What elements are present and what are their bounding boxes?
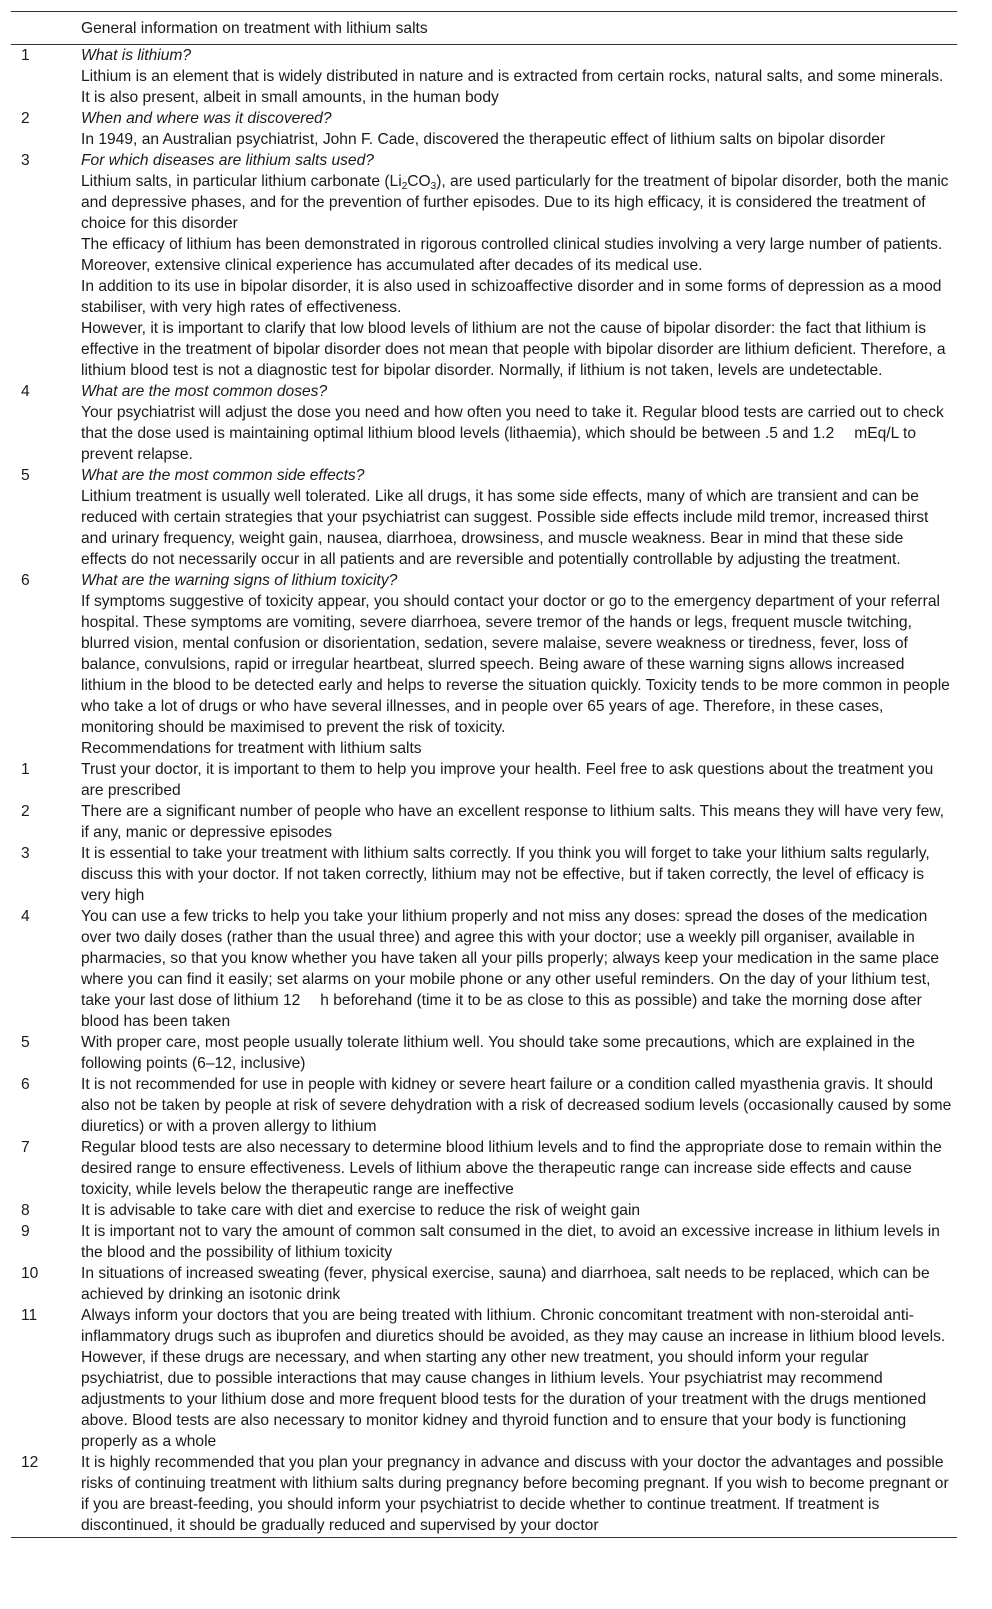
- answer-text-formula: [81, 171, 957, 234]
- row-number: 2: [21, 110, 30, 127]
- row-number: 3: [21, 152, 30, 169]
- question-text: What are the most common doses?: [81, 383, 328, 400]
- answer-text: However, it is important to clarify that low blood levels of lithium are not the cause of bipolar disorder: the fact that lithium is effective in the treatment of bipolar disorder does not mean that people with bipolar disorder are lithium deficient. Therefore, a lithium blood test is not a diagnostic test for bipolar disorder. Normally, if lithium is not taken, levels are undetectable.: [81, 320, 946, 379]
- table-row: [11, 402, 957, 465]
- recommendation-text: It is highly recommended that you plan your pregnancy in advance and discuss with your doctor the advantages and possible risks of continuing treatment with lithium salts during pregnancy before becoming pregnant. If you wish to become pregnant or if you are breast-feeding, you should inform your psychiatrist to decide whether to continue treatment. If treatment is discontinued, it should be gradually reduced and supervised by your doctor: [81, 1452, 957, 1538]
- answer-text: Lithium is an element that is widely distributed in nature and is extracted from certain rocks, natural salts, and some minerals. It is also present, albeit in small amounts, in the human body: [81, 68, 944, 106]
- recommendation-text: There are a significant number of people who have an excellent response to lithium salts. This means they will have very few, if any, manic or depressive episodes: [81, 803, 945, 841]
- row-number: 4: [21, 908, 30, 925]
- recommendations-title: Recommendations for treatment with lithium salts: [81, 740, 422, 757]
- table-row: [11, 1137, 957, 1200]
- row-number: 1: [21, 47, 30, 64]
- table-row: [11, 1032, 957, 1074]
- recommendation-text: It is important not to vary the amount of common salt consumed in the diet, to avoid an excessive increase in lithium levels in the blood and the possibility of lithium toxicity: [81, 1223, 940, 1261]
- answer-text: In addition to its use in bipolar disorder, it is also used in schizoaffective disorder and in some forms of depression as a mood stabiliser, with very high rates of effectiveness.: [81, 278, 942, 316]
- row-number: 8: [21, 1202, 30, 1219]
- table-row: [11, 1452, 957, 1538]
- table-row: [11, 381, 957, 402]
- table-row: [11, 1305, 957, 1452]
- header-title-cell: General information on treatment with lithium salts: [81, 12, 957, 45]
- row-number: 3: [21, 845, 30, 862]
- recommendation-text: It is not recommended for use in people with kidney or severe heart failure or a condition called myasthenia gravis. It should also not be taken by people at risk of severe dehydration with a risk of decreased sodium levels (occasionally caused by some diuretics) or with a proven allergy to lithium: [81, 1076, 952, 1135]
- lithium-info-table: [11, 11, 957, 1538]
- row-number: 2: [21, 803, 30, 820]
- formula-before: Lithium salts, in particular lithium carbonate (Li: [81, 173, 402, 190]
- recommendation-text: You can use a few tricks to help you take your lithium properly and not miss any doses: spread the doses of the medication over two daily doses (rather than the usual three) and agree this with your doctor; use a weekly pill organiser, available in pharmacies, so that you know whether you have taken all your pills properly; always keep your medication in the same place where you can find it easily; set alarms on your mobile phone or any other useful reminders. On the day of your lithium test, take your last dose of lithium 12 h beforehand (time it to be as close to this as possible) and take the morning dose after blood has been taken: [81, 908, 940, 1030]
- table-row: [11, 318, 957, 381]
- formula-subscript-3: 3: [430, 181, 437, 192]
- answer-text: In 1949, an Australian psychiatrist, John F. Cade, discovered the therapeutic effect of lithium salts on bipolar disorder: [81, 131, 886, 148]
- row-number: 11: [21, 1307, 38, 1324]
- row-number: 10: [21, 1265, 39, 1282]
- question-text: When and where was it discovered?: [81, 110, 332, 127]
- recommendation-text: In situations of increased sweating (fever, physical exercise, sauna) and diarrhoea, salt needs to be replaced, which can be achieved by drinking an isotonic drink: [81, 1265, 930, 1303]
- recommendation-text: Regular blood tests are also necessary to determine blood lithium levels and to find the appropriate dose to remain within the desired range to ensure effectiveness. Levels of lithium above the therapeutic range can increase side effects and cause toxicity, while levels below the therapeutic range are ineffective: [81, 1139, 942, 1198]
- table-row: [11, 66, 957, 108]
- row-number: 7: [21, 1139, 30, 1156]
- section-header-row: [11, 738, 957, 759]
- recommendation-text: Always inform your doctors that you are being treated with lithium. Chronic concomitant treatment with non-steroidal anti-inflammatory drugs such as ibuprofen and diuretics should be avoided, as they may cause an increase in lithium blood levels. However, if these drugs are necessary, and when starting any other new treatment, you should inform your regular psychiatrist, due to possible interactions that may cause changes in lithium levels. Your psychiatrist may recommend adjustments to your lithium dose and more frequent blood tests for the duration of your treatment with the drugs mentioned above. Blood tests are also necessary to monitor kidney and thyroid function and to ensure that your body is functioning properly as a whole: [81, 1307, 946, 1450]
- table-row: [11, 1074, 957, 1137]
- question-text: What are the most common side effects?: [81, 467, 365, 484]
- table-row: [11, 129, 957, 150]
- answer-text: Your psychiatrist will adjust the dose you need and how often you need to take it. Regular blood tests are carried out to check that the dose used is maintaining optimal lithium blood levels (lithaemia), which should be between .5 and 1.2 mEq/L to prevent relapse.: [81, 404, 944, 463]
- table-row: [11, 276, 957, 318]
- table-row: [11, 465, 957, 486]
- row-number: 4: [21, 383, 30, 400]
- table-row: [11, 171, 957, 234]
- table-row: [11, 1221, 957, 1263]
- question-text: What are the warning signs of lithium toxicity?: [81, 572, 398, 589]
- answer-text: Lithium treatment is usually well tolerated. Like all drugs, it has some side effects, many of which are transient and can be reduced with certain strategies that your psychiatrist can suggest. Possible side effects include mild tremor, increased thirst and urinary frequency, weight gain, nausea, diarrhoea, drowsiness, and muscle weakness. Bear in mind that these side effects do not necessarily occur in all patients and are reversible and potentially controllable by adjusting the treatment.: [81, 488, 929, 568]
- answer-text: If symptoms suggestive of toxicity appear, you should contact your doctor or go to the emergency department of your referral hospital. These symptoms are vomiting, severe diarrhoea, severe tremor of the hands or legs, frequent muscle twitching, blurred vision, mental confusion or disorientation, sedation, severe malaise, severe weakness or tiredness, fever, loss of balance, convulsions, rapid or irregular heartbeat, slurred speech. Being aware of these warning signs allows increased lithium in the blood to be detected early and helps to reverse the situation quickly. Toxicity tends to be more common in people who take a lot of drugs or who have several illnesses, and in people over 65 years of age. Therefore, in these cases, monitoring should be maximised to prevent the risk of toxicity.: [81, 593, 950, 736]
- table-row: [11, 906, 957, 1032]
- row-number: 5: [21, 467, 30, 484]
- table-row: [11, 1263, 957, 1305]
- row-number: 6: [21, 572, 30, 589]
- table-row: [11, 234, 957, 276]
- recommendation-text: With proper care, most people usually tolerate lithium well. You should take some precautions, which are explained in the following points (6–12, inclusive): [81, 1034, 915, 1072]
- formula-mid: CO: [407, 173, 431, 190]
- header-number-cell: [11, 12, 81, 45]
- table-header-row: [11, 12, 957, 45]
- table-row: [11, 150, 957, 171]
- question-text: For which diseases are lithium salts used?: [81, 152, 374, 169]
- table-row: [11, 591, 957, 738]
- table-row: [11, 1200, 957, 1221]
- recommendation-text: It is essential to take your treatment with lithium salts correctly. If you think you will forget to take your lithium salts regularly, discuss this with your doctor. If not taken correctly, lithium may not be effective, but if taken correctly, the level of efficacy is very high: [81, 845, 930, 904]
- table-row: [11, 45, 957, 67]
- row-number: 12: [11, 1452, 81, 1538]
- row-number: 5: [21, 1034, 30, 1051]
- table-row: [11, 759, 957, 801]
- row-number: 6: [21, 1076, 30, 1093]
- formula-after: ), are used particularly for the treatment of bipolar disorder, both the manic and depressive phases, and for the prevention of further episodes. Due to its high efficacy, it is considered the treatment of choice for this disorder: [81, 173, 949, 232]
- recommendation-text: It is advisable to take care with diet and exercise to reduce the risk of weight gain: [81, 1202, 641, 1219]
- table-row: [11, 843, 957, 906]
- row-number: 1: [21, 761, 30, 778]
- recommendation-text: Trust your doctor, it is important to them to help you improve your health. Feel free to ask questions about the treatment you are prescribed: [81, 761, 934, 799]
- table-row: [11, 570, 957, 591]
- lithium-info-table-container: [11, 11, 957, 1538]
- answer-text: The efficacy of lithium has been demonstrated in rigorous controlled clinical studies involving a very large number of patients. Moreover, extensive clinical experience has accumulated after decades of its medical use.: [81, 236, 943, 274]
- table-row: [11, 108, 957, 129]
- question-text: What is lithium?: [81, 47, 192, 64]
- table-row: [11, 801, 957, 843]
- row-number: 9: [21, 1223, 30, 1240]
- formula-subscript-2: 2: [401, 181, 408, 192]
- table-row: [11, 486, 957, 570]
